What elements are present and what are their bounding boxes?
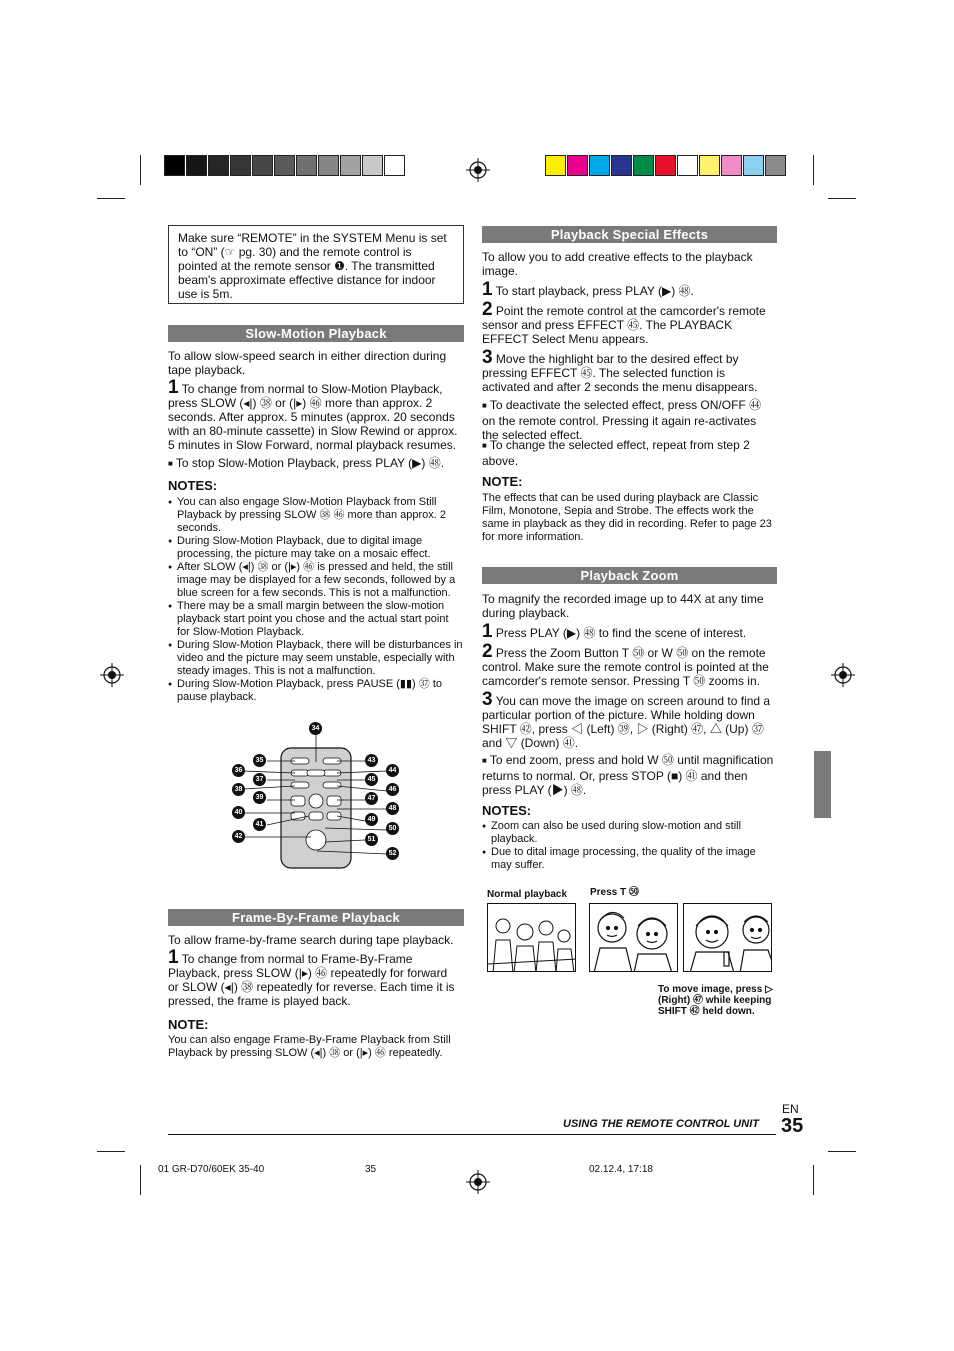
color-swatch [699,155,720,176]
color-swatch [296,155,317,176]
zoom-bullet-1: ■ To end zoom, press and hold W ㊿ until magnification returns to normal. Or, press STOP (■) ㊶ and then press PLAY (▶) ㊽. [482,753,774,797]
callout-46: 46 [386,783,399,796]
step-text: To change from normal to Frame-By-Frame Playback, press SLOW (|▸) ㊻ repeatedly for forward or SLOW (◂|) ㊳ repeatedly for reverse. Each time it is pressed, the frame is played back. [168,952,455,1008]
color-swatch [721,155,742,176]
color-swatch [318,155,339,176]
zoomed-image [589,903,678,972]
note-item: ● You can also engage Slow-Motion Playback from Still Playback by pressing SLOW ㊳ ㊻ more than approx. 2 seconds. [168,496,464,535]
zoom-intro: To magnify the recorded image up to 44X at any time during playback. [482,592,764,620]
caption-move-image: To move image, press ▷ (Right) ㊼ while keeping SHIFT ㊷ held down. [658,984,773,1017]
frame-by-frame-intro: To allow frame-by-frame search during tape playback. [168,933,454,947]
step-text: Press PLAY (▶) ㊽ to find the scene of interest. [495,626,747,640]
special-effects-bullet-1: ■ To deactivate the selected effect, press ON/OFF ㊹ on the remote control. Pressing it again re-activates the selected effect. [482,398,774,442]
callout-35: 35 [253,754,266,767]
crop-mark [140,1165,141,1195]
crop-mark [97,198,125,199]
callout-39: 39 [253,791,266,804]
step-text: Press the Zoom Button T ㊿ or W ㊿ on the remote control. Make sure the remote control is pointed at the camcorder's remote sensor. Pressing T ㊿ zooms in. [482,646,769,688]
registration-mark-icon [466,158,490,182]
special-effects-header: Playback Special Effects [482,226,777,243]
caption-normal-playback: Normal playback [487,889,568,900]
callout-44: 44 [386,764,399,777]
slow-motion-header: Slow-Motion Playback [168,325,464,342]
zoom-header: Playback Zoom [482,567,777,584]
section-title: USING THE REMOTE CONTROL UNIT [563,1118,759,1130]
file-info: 01 GR-D70/60EK 35-40 [158,1164,265,1175]
callout-42: 42 [232,830,245,843]
registration-mark-icon [100,663,124,687]
slow-motion-notes [168,496,464,704]
callout-43: 43 [365,754,378,767]
callout-36: 36 [232,764,245,777]
normal-playback-image [487,903,576,972]
registration-mark-icon [466,1170,490,1194]
color-swatch [655,155,676,176]
print-date: 02.12.4, 17:18 [589,1164,653,1175]
step-text: To start playback, press PLAY (▶) ㊽. [495,284,694,298]
slow-motion-step-1 [168,377,460,452]
moved-image [683,903,772,972]
crop-mark [97,1151,125,1152]
note-item: ● During Slow-Motion Playback, press PAUSE (▮▮) ㊲ to pause playback. [168,678,464,704]
special-effects-note: The effects that can be used during playback are Classic Film, Monotone, Sepia and Strobe. The effects work the same in playback as they did in recording. Refer to page 23 for more information. [482,492,772,543]
note-item: ● Due to dital image processing, the quality of the image may suffer. [482,846,774,872]
note-item: ● There may be a small margin between the slow-motion playback start point you chose and the actual start point for Slow-Motion Playback. [168,600,464,639]
callout-47: 47 [365,792,378,805]
color-swatch [633,155,654,176]
special-effects-intro: To allow you to add creative effects to the playback image. [482,250,753,278]
special-effects-step-2 [482,299,774,346]
special-effects-bullet-2: ■ To change the selected effect, repeat from step 2 above. [482,438,774,468]
color-swatch [230,155,251,176]
step-number: 1 [482,621,493,642]
slow-motion-intro: To allow slow-speed search in either direction during tape playback. [168,349,447,377]
frame-by-frame-note-title: NOTE: [168,1017,209,1032]
callout-40: 40 [232,806,245,819]
remote-control-illustration [225,718,405,870]
color-swatch [340,155,361,176]
special-effects-note-title: NOTE: [482,474,523,489]
frame-by-frame-step-1 [168,947,460,1008]
callout-38: 38 [232,783,245,796]
step-number: 2 [482,641,493,662]
callout-41: 41 [253,818,266,831]
sheet-number: 35 [365,1164,377,1175]
crop-mark [828,1151,856,1152]
step-text: To change from normal to Slow-Motion Playback, press SLOW (◂|) ㊳ or (|▸) ㊻ more than approx. 2 seconds. After approx. 5 minutes (approx. 20 seconds with an 80-minute cassette) in Slow Rewind or approx. 5 minutes in Slow Forward, normal playback resumes. [168,382,458,452]
zoom-notes-title: NOTES: [482,803,532,818]
color-swatch [743,155,764,176]
color-swatch [186,155,207,176]
callout-50: 50 [386,822,399,835]
callout-37: 37 [253,773,266,786]
color-swatch [677,155,698,176]
page-number: 35 [781,1115,804,1137]
crop-mark [813,1165,814,1195]
callout-34: 34 [309,722,322,735]
registration-mark-icon [831,663,855,687]
footer-rule [168,1134,776,1135]
zoom-notes [482,820,774,872]
crop-mark [813,155,814,185]
zoom-step-2 [482,641,774,688]
crop-mark [140,155,141,185]
color-swatch [384,155,405,176]
note-item: ● During Slow-Motion Playback, due to digital image processing, the picture may take on a mosaic effect. [168,535,464,561]
color-swatch [545,155,566,176]
remote-note-box [168,225,464,304]
step-number: 1 [168,947,179,968]
step-number: 3 [482,347,493,368]
color-swatch [765,155,786,176]
callout-51: 51 [365,833,378,846]
zoom-step-1 [482,621,774,642]
slow-motion-stop: ■ To stop Slow-Motion Playback, press PLAY (▶) ㊽. [168,456,460,472]
slow-motion-notes-title: NOTES: [168,478,218,493]
section-tab [814,751,831,818]
remote-note-text: Make sure “REMOTE” in the SYSTEM Menu is set to “ON” (☞ pg. 30) and the remote control is pointed at the remote sensor ❶. The transmitted beam's approximate effective distance for indoor use is 5m. [178,231,447,301]
color-swatch [208,155,229,176]
note-item: ● After SLOW (◂|) ㊳ or (|▸) ㊻ is pressed and held, the still image may be displayed for a few seconds, followed by a blue screen for a few seconds. This is not a malfunction. [168,561,464,600]
note-item: ● During Slow-Motion Playback, there will be disturbances in video and the picture may seem unstable, especially with steady images. This is not a malfunction. [168,639,464,678]
note-item: ● Zoom can also be used during slow-motion and still playback. [482,820,774,846]
callout-49: 49 [365,813,378,826]
crop-mark [828,198,856,199]
frame-by-frame-header: Frame-By-Frame Playback [168,909,464,926]
callout-45: 45 [365,773,378,786]
frame-by-frame-note: You can also engage Frame-By-Frame Playback from Still Playback by pressing SLOW (◂|) ㊳ or (|▸) ㊻ repeatedly. [168,1034,451,1059]
step-number: 2 [482,299,493,320]
color-swatch [362,155,383,176]
step-number: 3 [482,689,493,710]
special-effects-step-1 [482,279,774,300]
color-swatch [589,155,610,176]
caption-press-t: Press T ㊿ [590,887,639,898]
step-text: Point the remote control at the camcorder's remote sensor and press EFFECT ㊺. The PLAYBACK EFFECT Select Menu appears. [482,304,766,346]
language-label: EN [782,1102,799,1116]
zoom-step-3 [482,689,774,750]
step-text: You can move the image on screen around to find a particular portion of the picture. While holding down SHIFT ㊷, press ◁ (Left) ㊴, ▷ (Right) ㊼, △ (Up) ㊲ and ▽ (Down) ㊶. [482,694,771,750]
step-number: 1 [482,279,493,300]
callout-48: 48 [386,802,399,815]
color-swatch [274,155,295,176]
step-text: Move the highlight bar to the desired effect by pressing EFFECT ㊺. The selected function is activated and after 2 seconds the menu disappears. [482,352,758,394]
special-effects-step-3 [482,347,774,394]
color-swatch [252,155,273,176]
callout-52: 52 [386,847,399,860]
step-number: 1 [168,377,179,398]
color-swatch [164,155,185,176]
color-swatch [567,155,588,176]
color-swatch [611,155,632,176]
